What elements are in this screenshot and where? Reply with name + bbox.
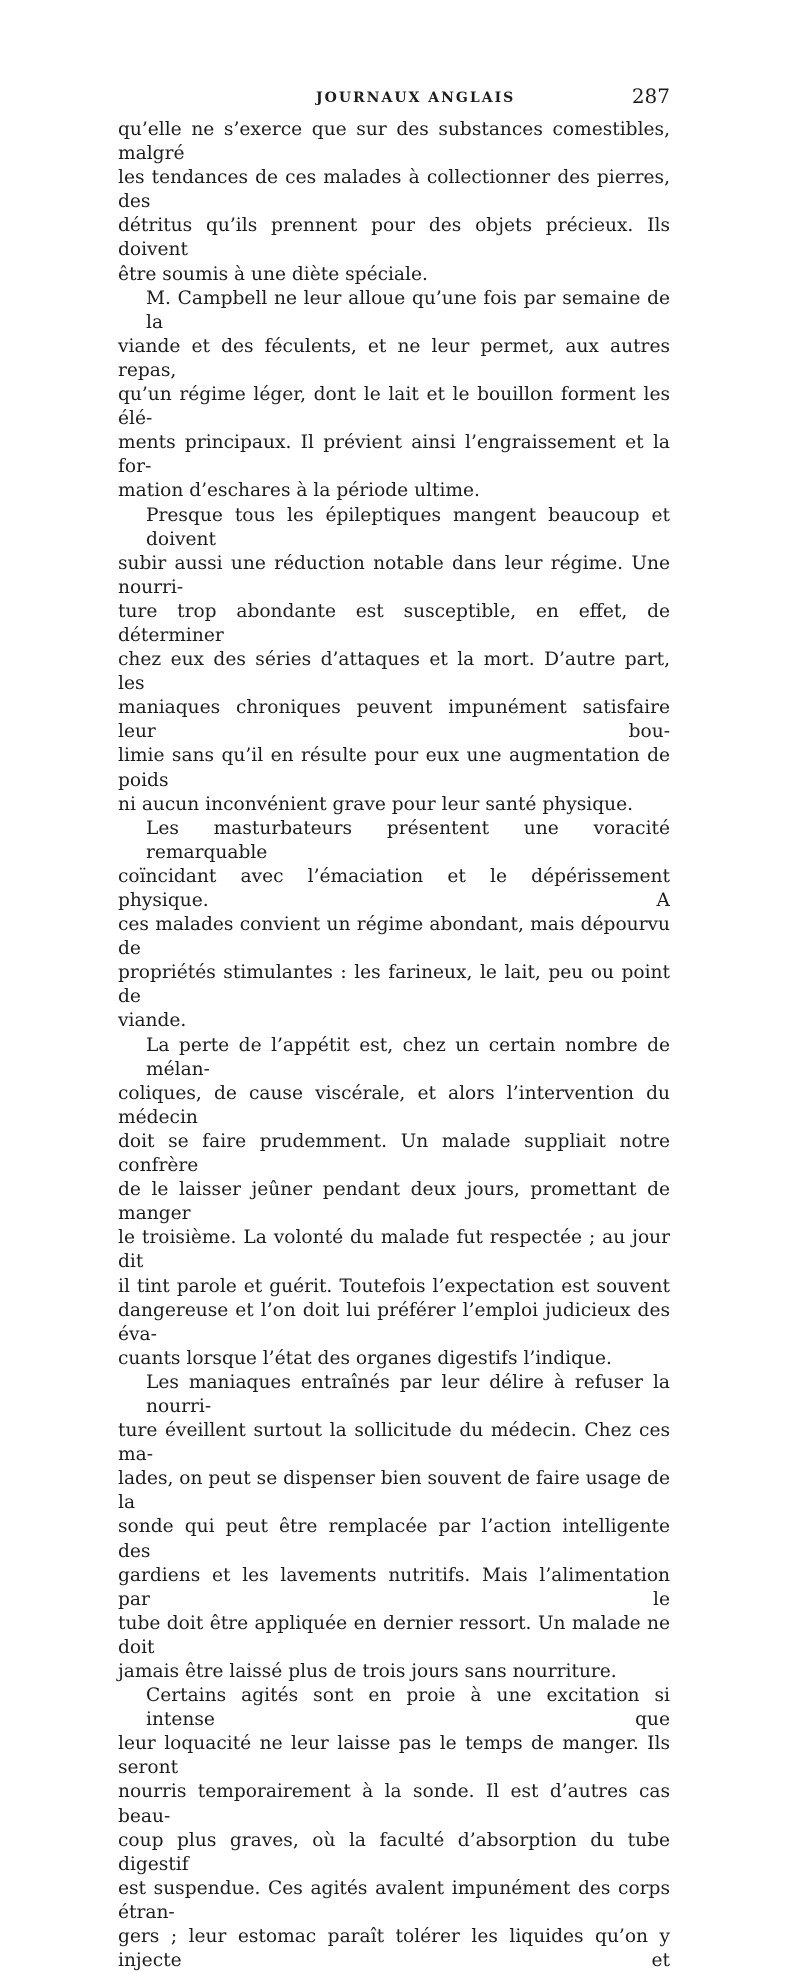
text-line: Les maniaques entraînés par leur délire à refuser la nourri-: [146, 1371, 670, 1417]
text-line: qu’elle ne s’exerce que sur des substances comestibles, malgré: [118, 119, 670, 165]
text-line: ture éveillent surtout la sollicitude du médecin. Chez ces ma-: [118, 1420, 670, 1466]
text-line: ture trop abondante est susceptible, en effet, de déterminer: [118, 600, 670, 646]
paragraph-2: [118, 287, 670, 504]
paragraph-7: [118, 1684, 670, 1973]
text-line: jamais être laissé plus de trois jours sans nourriture.: [118, 1661, 617, 1682]
text-line: maniaques chroniques peuvent impunément satisfaire leur bou-: [118, 697, 670, 743]
paragraph-3: [118, 504, 670, 817]
text-line: Les masturbateurs présentent une voracité remarquable: [146, 817, 670, 863]
text-line: ces malades convient un régime abondant, mais dépourvu de: [118, 914, 670, 960]
text-line: gers ; leur estomac paraît tolérer les liquides qu’on y injecte et: [118, 1926, 670, 1972]
text-line: doit se faire prudemment. Un malade suppliait notre confrère: [118, 1130, 670, 1177]
page-number: 287: [631, 84, 670, 108]
text-line: propriétés stimulantes : les farineux, le lait, peu ou point de: [118, 962, 670, 1008]
text-line: ni aucun inconvénient grave pour leur santé physique.: [118, 793, 634, 815]
text-line: viande et des féculents, et ne leur permet, aux autres repas,: [118, 335, 670, 381]
text-line: chez eux des séries d’attaques et la mort. D’autre part, les: [118, 649, 670, 695]
text-line: viande.: [118, 1010, 187, 1032]
text-line: limie sans qu’il en résulte pour eux une augmentation de poids: [118, 745, 670, 791]
text-line: nourris temporairement à la sonde. Il est d’autres cas beau-: [118, 1781, 670, 1827]
text-line: mation d’eschares à la période ultime.: [118, 480, 480, 502]
paragraph-5: [118, 1034, 670, 1371]
text-line: sonde qui peut être remplacée par l’action intelligente des: [118, 1516, 670, 1562]
text-line: coliques, de cause viscérale, et alors l’intervention du médecin: [118, 1082, 670, 1128]
text-line: il tint parole et guérit. Toutefois l’expectation est souvent: [118, 1275, 670, 1297]
text-line: Certains agités sont en proie à une excitation si intense que: [146, 1685, 670, 1731]
text-line: tube doit être appliquée en dernier ressort. Un malade ne doit: [118, 1612, 670, 1658]
text-line: être soumis à une diète spéciale.: [118, 263, 428, 285]
text-line: qu’un régime léger, dont le lait et le bouillon forment les élé-: [118, 384, 670, 430]
text-line: les tendances de ces malades à collectionner des pierres, des: [118, 167, 670, 213]
body-text: [118, 118, 670, 1973]
paragraph-1: [118, 118, 670, 287]
text-line: cuants lorsque l’état des organes digestifs l’indique.: [118, 1347, 612, 1369]
text-line: lades, on peut se dispenser bien souvent de faire usage de la: [118, 1468, 670, 1514]
text-line: détritus qu’ils prennent pour des objets précieux. Ils doivent: [118, 215, 670, 261]
book-page: [118, 86, 670, 1973]
text-line: La perte de l’appétit est, chez un certain nombre de mélan-: [146, 1034, 670, 1080]
paragraph-4: [118, 817, 670, 1034]
text-line: coup plus graves, où la faculté d’absorption du tube digestif: [118, 1829, 670, 1875]
text-line: ments principaux. Il prévient ainsi l’engraissement et la for-: [118, 432, 670, 478]
paragraph-6: [118, 1371, 670, 1684]
text-line: le troisième. La volonté du malade fut respectée ; au jour dit: [118, 1227, 670, 1273]
text-line: gardiens et les lavements nutritifs. Mais l’alimentation par le: [118, 1564, 670, 1610]
text-line: coïncidant avec l’émaciation et le dépérissement physique. A: [118, 865, 670, 911]
running-head: [118, 86, 670, 116]
text-line: leur loquacité ne leur laisse pas le temps de manger. Ils seront: [118, 1733, 670, 1779]
running-title: JOURNAUX ANGLAIS: [316, 90, 516, 106]
text-line: dangereuse et l’on doit lui préférer l’emploi judicieux des éva-: [118, 1299, 670, 1345]
text-line: M. Campbell ne leur alloue qu’une fois par semaine de la: [146, 287, 670, 333]
text-line: est suspendue. Ces agités avalent impunément des corps étran-: [118, 1877, 670, 1923]
text-line: subir aussi une réduction notable dans leur régime. Une nourri-: [118, 552, 670, 598]
text-line: Presque tous les épileptiques mangent beaucoup et doivent: [146, 504, 670, 550]
text-line: de le laisser jeûner pendant deux jours, promettant de manger: [118, 1179, 670, 1225]
